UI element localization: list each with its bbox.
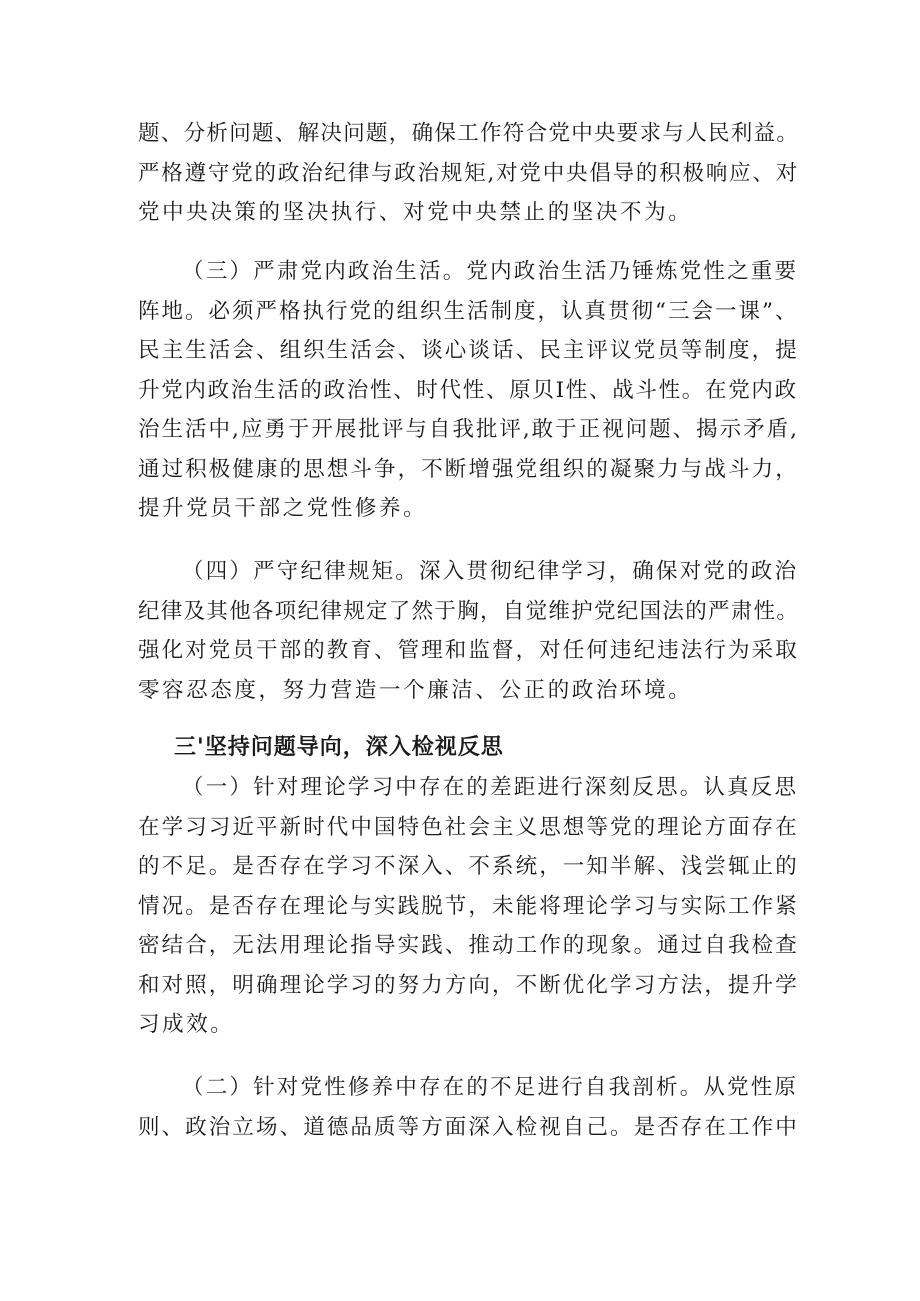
text-line: 提升党员干部之党性修养。 [138,496,428,521]
text-line: （二）针对党性修养中存在的不足进行自我剖析。从党性原 [182,1075,799,1100]
text-line: 习成效。 [138,1012,235,1037]
text-line: 民主生活会、组织生活会、谈心谈话、民主评议党员等制度，提 [138,338,799,363]
text-line: 治生活中,应勇于开展批评与自我批评,敢于正视问题、揭示矛盾, [138,417,800,442]
text-line: 和对照，明确理论学习的努力方向，不断优化学习方法，提升学 [138,972,799,998]
text-line: 严格遵守党的政治纪律与政治规矩,对党中央倡导的积极响应、对 [138,160,800,186]
text-line: 通过积极健康的思想斗争，不断增强党组织的凝聚力与战斗力， [138,456,799,482]
text-line: 的不足。是否存在学习不深入、不系统，一知半解、浅尝辄止的 [138,854,799,879]
text-line: 纪律及其他各项纪律规定了然于胸，自觉维护党纪国法的严肃性。 [138,598,800,624]
text-line: 升党内政治生活的政治性、时代性、原贝I性、战斗性。在党内政 [138,377,798,403]
text-line: 阵地。必须严格执行党的组织生活制度，认真贯彻“三会一课”、 [138,298,799,324]
text-line: 党中央决策的坚决执行、对党中央禁止的坚决不为。 [138,200,693,225]
paragraph-section-4 [138,552,798,710]
paragraph-section-3 [138,252,798,529]
paragraph-continuation [138,114,798,233]
text-line: 密结合，无法用理论指导实践、推动工作的现象。通过自我检查 [138,933,799,958]
text-line: （一）针对理论学习中存在的差距进行深刻反思。认真反思 [182,775,799,800]
section-heading: 三'坚持问题导向，深入检视反思 [174,735,504,760]
text-line: 则、政治立场、道德品质等方面深入检视自己。是否存在工作中 [138,1114,799,1140]
text-line: 零容忍态度，努力营造一个廉洁、公正的政治环境。 [138,677,693,703]
paragraph-subsection-1 [138,768,798,1045]
text-line: 情况。是否存在理论与实践脱节，未能将理论学习与实际工作紧 [138,893,799,919]
paragraph-subsection-2 [138,1068,798,1147]
text-line: （四）严守纪律规矩。深入贯彻纪律学习，确保对党的政治 [182,559,799,584]
text-line: （三）严肃党内政治生活。党内政治生活乃锤炼党性之重要 [182,259,799,284]
text-line: 在学习习近平新时代中国特色社会主义思想等党的理论方面存在 [138,814,799,840]
text-line: 强化对党员干部的教育、管理和监督，对任何违纪违法行为采取 [138,638,799,663]
text-line: 题、分析问题、解决问题，确保工作符合党中央要求与人民利益。 [138,121,800,146]
